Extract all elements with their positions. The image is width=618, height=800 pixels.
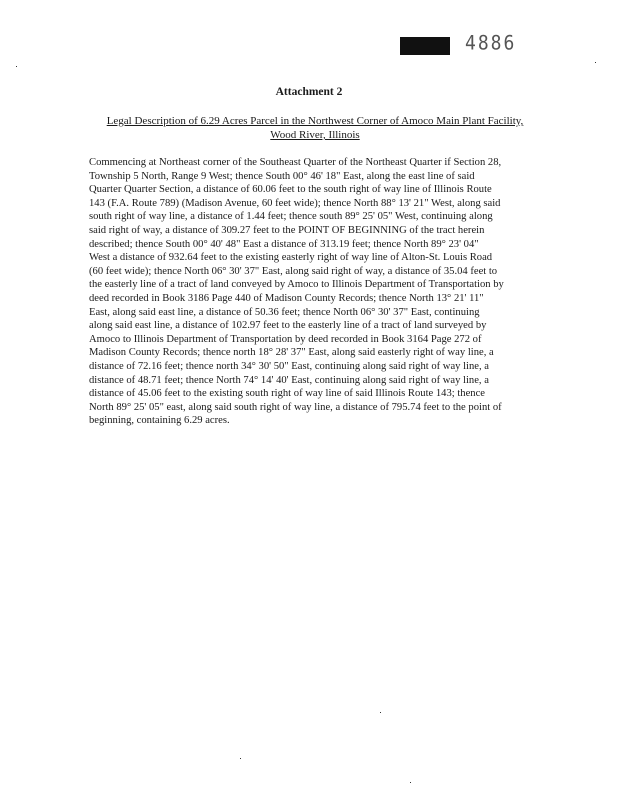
- scan-speck: [240, 758, 241, 759]
- body-line: said right of way, a distance of 309.27 feet to the POINT OF BEGINNING of the tract herein: [89, 224, 485, 236]
- legal-description-title: [80, 114, 550, 142]
- body-line: East, along said east line, a distance of 50.36 feet; thence North 06° 30' 37" East, continuing: [89, 306, 480, 318]
- body-line: distance of 48.71 feet; thence North 74° 14' 40' East, continuing along said right of way line, a: [89, 374, 489, 386]
- body-line: distance of 72.16 feet; thence north 34° 30' 50" East, continuing along said right of way line, a: [89, 360, 489, 372]
- attachment-heading: Attachment 2: [275, 86, 343, 98]
- body-line: the easterly line of a tract of land conveyed by Amoco to Illinois Department of Transportation by: [89, 279, 504, 291]
- body-line: (60 feet wide); thence North 06° 30' 37" East, along said right of way, a distance of 35.04 feet to: [89, 265, 498, 277]
- title-line: Wood River, Illinois: [270, 129, 360, 141]
- body-line: deed recorded in Book 3186 Page 440 of Madison County Records; thence North 13° 21' 11": [89, 292, 484, 304]
- redaction-block: [400, 37, 450, 55]
- scan-speck: [380, 712, 381, 713]
- body-line: Commencing at Northeast corner of the Southeast Quarter of the Northeast Quarter if Section 28,: [89, 157, 502, 168]
- body-line: Amoco to Illinois Department of Transportation by deed recorded in Book 3164 Page 272 of: [89, 333, 482, 345]
- body-line: described; thence South 00° 40' 48" East a distance of 313.19 feet; thence North 89° 23' 04": [89, 238, 479, 250]
- body-line: distance of 45.06 feet to the existing south right of way line of said Illinois Route 143; thence: [89, 388, 486, 400]
- body-line: along said east line, a distance of 102.97 feet to the easterly line of a tract of land surveyed by: [89, 320, 487, 332]
- title-line: Legal Description of 6.29 Acres Parcel in the Northwest Corner of Amoco Main Plant Facility,: [106, 115, 524, 127]
- body-line: beginning, containing 6.29 acres.: [89, 415, 230, 427]
- body-line: West a distance of 932.64 feet to the existing easterly right of way line of Alton-St. Louis Road: [89, 252, 493, 264]
- body-line: North 89° 25' 05" east, along said south right of way line, a distance of 795.74 feet to the point of: [89, 401, 502, 413]
- body-line: Township 5 North, Range 9 West; thence South 00° 46' 18" East, along the east line of said: [89, 170, 475, 182]
- page-number: 4886: [465, 31, 517, 56]
- scan-speck: [410, 782, 411, 783]
- scan-speck: [595, 62, 596, 63]
- scan-speck: [16, 66, 17, 67]
- body-line: 143 (F.A. Route 789) (Madison Avenue, 60 feet wide); thence North 88° 13' 21" West, along said: [89, 197, 501, 209]
- body-line: Quarter Quarter Section, a distance of 60.06 feet to the south right of way line of Illinois Route: [89, 184, 492, 196]
- legal-description-body: [89, 156, 577, 428]
- body-line: Madison County Records; thence north 18° 28' 37" East, along said easterly right of way line, a: [89, 347, 494, 359]
- body-line: south right of way line, a distance of 1.44 feet; thence south 89° 25' 05" West, continuing along: [89, 211, 493, 223]
